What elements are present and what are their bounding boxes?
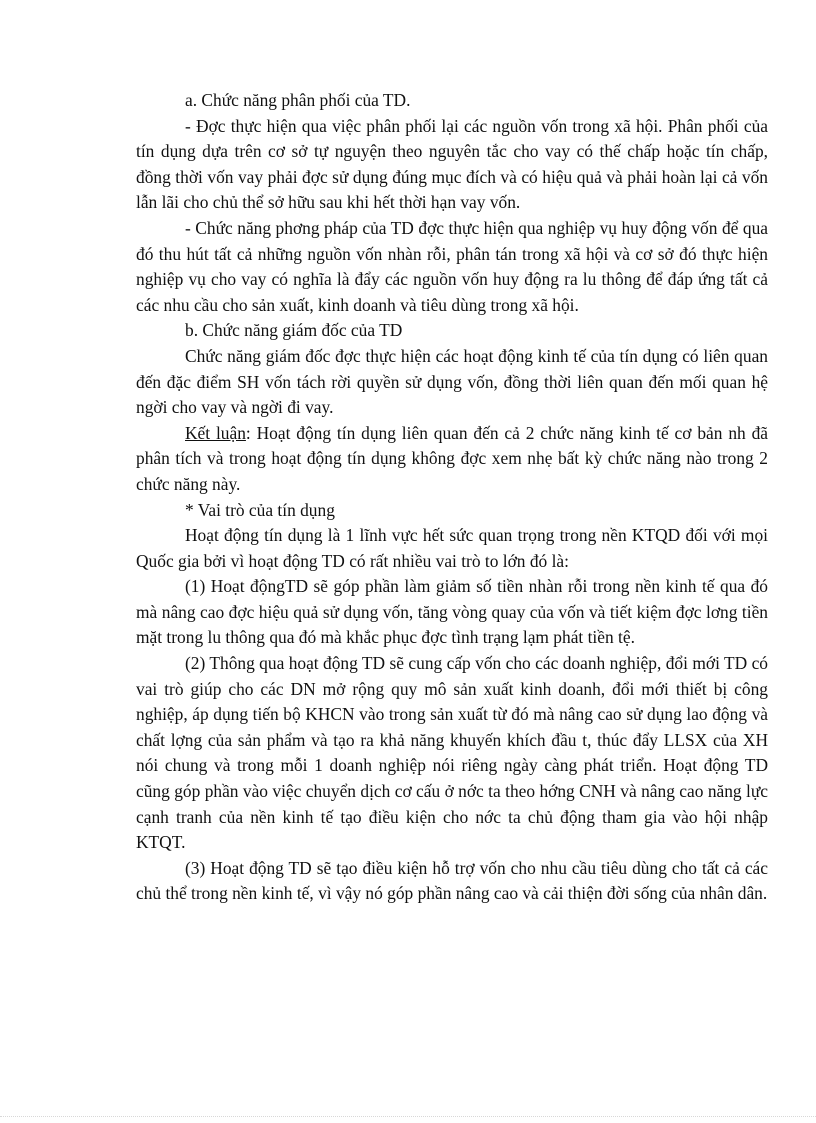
page-bottom-divider bbox=[0, 1116, 816, 1117]
paragraph-distribution: - Đợc thực hiện qua việc phân phối lại các nguồn vốn trong xã hội. Phân phối của tín dụng dựa trên cơ sở tự nguyện theo nguyên tắc cho vay có thế chấp hoặc tín chấp, đồng thời vốn vay phải đợc sử dụng đúng mục đích và có hiệu quả và phải hoàn lại cả vốn lẫn lãi cho chủ thể sở hữu sau khi hết thời hạn vay vốn. bbox=[136, 115, 768, 213]
paragraph-conclusion bbox=[136, 421, 768, 498]
conclusion-text: : Hoạt động tín dụng liên quan đến cả 2 chức năng kinh tế cơ bản nh đã phân tích và trong hoạt động tín dụng không đợc xem nhẹ bất kỳ chức năng nào trong 2 chức năng này. bbox=[136, 422, 768, 494]
heading-role-of-credit: * Vai trò của tín dụng bbox=[185, 499, 335, 520]
paragraph-supervision: Chức năng giám đốc đợc thực hiện các hoạt động kinh tế của tín dụng có liên quan đến đặc điểm SH vốn tách rời quyền sử dụng vốn, đồng thời liên quan đến mối quan hệ ngời cho vay và ngời đi vay. bbox=[136, 345, 768, 418]
heading-distribution-function: a. Chức năng phân phối của TD. bbox=[185, 90, 411, 110]
paragraph-role-intro: Hoạt động tín dụng là 1 lĩnh vực hết sức quan trọng trong nền KTQD đối với mọi Quốc gia bởi vì hoạt động TD có rất nhiều vai trò to lớn đó là: bbox=[136, 525, 768, 571]
heading-supervision-function: b. Chức năng giám đốc của TD bbox=[185, 320, 403, 341]
paragraph-role-2: (2) Thông qua hoạt động TD sẽ cung cấp vốn cho các doanh nghiệp, đổi mới TD có vai trò giúp cho các DN mở rộng quy mô sản xuất kinh doanh, đổi mới thiết bị công nghiệp, áp dụng tiến bộ KHCN vào trong sản xuất từ đó mà nâng cao sử dụng lao động và chất lợng của sản phẩm và tạo ra khả năng khuyến khích đầu t, thúc đẩy LLSX của XH nói chung và trong mỗi 1 doanh nghiệp nói riêng ngày càng phát triển. Hoạt động TD cũng góp phần vào việc chuyển dịch cơ cấu ở nớc ta theo hớng CNH và nâng cao năng lực cạnh tranh của nền kinh tế tạo điều kiện cho nớc ta chủ động tham gia vào hội nhập KTQT. bbox=[136, 653, 768, 853]
paragraph-method-function: - Chức năng phơng pháp của TD đợc thực hiện qua nghiệp vụ huy động vốn để qua đó thu hút tất cả những nguồn vốn nhàn rỗi, phân tán trong xã hội và cơ sở đó thực hiện nghiệp vụ cho vay có nghĩa là đẩy các nguồn vốn huy động ra lu thông để đáp ứng tất cả các nhu cầu cho sản xuất, kinh doanh và tiêu dùng trong xã hội. bbox=[136, 217, 768, 315]
conclusion-label: Kết luận bbox=[185, 422, 246, 443]
paragraph-role-3: (3) Hoạt động TD sẽ tạo điều kiện hỗ trợ vốn cho nhu cầu tiêu dùng cho tất cả các chủ thể trong nền kinh tế, vì vậy nó góp phần nâng cao và cải thiện đời sống của nhân dân. bbox=[136, 857, 768, 904]
paragraph-role-1: (1) Hoạt độngTD sẽ góp phần làm giảm số tiền nhàn rỗi trong nền kinh tế qua đó mà nâng cao đợc hiệu quả sử dụng vốn, tăng vòng quay của vốn và tiết kiệm đợc lơng tiền mặt trong lu thông qua đó mà khắc phục đợc tình trạng lạm phát tiền tệ. bbox=[136, 576, 768, 648]
